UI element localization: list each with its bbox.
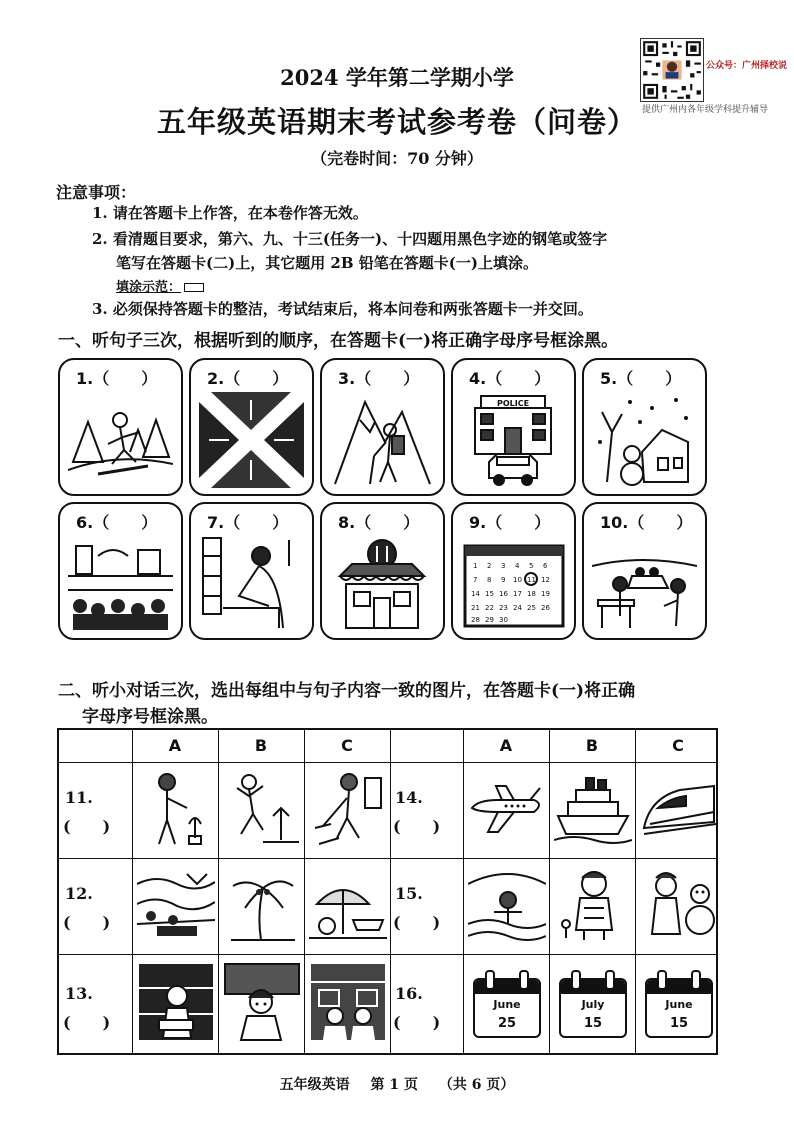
section-2-title: 二、听小对话三次，选出每组中与句子内容一致的图片，在答题卡(一)将正确 bbox=[58, 681, 636, 701]
svg-text:5: 5 bbox=[529, 562, 534, 570]
col-header-b-right: B bbox=[585, 736, 599, 755]
answer-paren-15: ( ) bbox=[393, 913, 441, 932]
high-speed-train-icon bbox=[640, 768, 718, 848]
svg-text:1: 1 bbox=[473, 562, 478, 570]
question-15: 15. bbox=[395, 884, 423, 903]
svg-text:2: 2 bbox=[487, 562, 492, 570]
svg-text:29: 29 bbox=[485, 616, 494, 624]
snowman-house-icon bbox=[592, 392, 697, 488]
calendar-c-day: 15 bbox=[669, 1016, 689, 1031]
exam-duration: （完卷时间：70 分钟） bbox=[311, 149, 483, 168]
card-number: 8.（ ） bbox=[338, 513, 420, 532]
restaurant-icon bbox=[330, 536, 435, 632]
svg-text:15: 15 bbox=[485, 590, 494, 598]
svg-text:23: 23 bbox=[499, 604, 508, 612]
page-footer bbox=[0, 1074, 794, 1094]
col-header-a: A bbox=[168, 736, 182, 755]
col-header-a-right: A bbox=[499, 736, 513, 755]
answer-paren-12: ( ) bbox=[63, 913, 111, 932]
card-number: 5.（ ） bbox=[600, 369, 682, 388]
wall-calendar-icon bbox=[461, 536, 566, 632]
crossroads-icon bbox=[199, 392, 304, 488]
svg-text:4: 4 bbox=[515, 562, 520, 570]
picture-card-4 bbox=[451, 358, 576, 496]
calendar-ring-icon bbox=[519, 970, 529, 990]
svg-text:17: 17 bbox=[513, 590, 522, 598]
beach-umbrella-icon bbox=[309, 864, 387, 944]
fill-demo bbox=[116, 276, 204, 295]
exam-title: 五年级英语期末考试参考卷（问卷） bbox=[156, 105, 637, 139]
calendar-a bbox=[473, 970, 541, 1036]
calendar-ring-icon bbox=[485, 970, 495, 990]
notice-item-3: 3. 必须保持答题卡的整洁，考试结束后，将本问卷和两张答题卡一并交回。 bbox=[92, 300, 593, 318]
col-header-c-right: C bbox=[672, 736, 684, 755]
svg-text:8: 8 bbox=[487, 576, 492, 584]
girl-at-bookshelf-icon bbox=[137, 962, 215, 1042]
footer-page: 第 1 页 bbox=[370, 1077, 418, 1093]
calendar-ring-icon bbox=[605, 970, 615, 990]
calendar-a-month: June bbox=[493, 998, 521, 1011]
notice-item-2-cont: 笔写在答题卡(二)上，其它题用 2B 铅笔在答题卡(一)上填涂。 bbox=[116, 254, 538, 272]
svg-text:9: 9 bbox=[501, 576, 506, 584]
calendar-b-month: July bbox=[581, 998, 605, 1011]
question-11: 11. bbox=[65, 788, 93, 807]
kid-winter-coat-icon bbox=[554, 864, 632, 944]
calendar-ring-icon bbox=[657, 970, 667, 990]
question-16: 16. bbox=[395, 984, 423, 1003]
picture-card-2 bbox=[189, 358, 314, 496]
card-number: 2.（ ） bbox=[207, 369, 289, 388]
svg-text:25: 25 bbox=[527, 604, 536, 612]
col-header-b: B bbox=[254, 736, 268, 755]
answer-paren-13: ( ) bbox=[63, 1013, 111, 1032]
picture-card-7 bbox=[189, 502, 314, 640]
ship-icon bbox=[554, 768, 632, 848]
boy-sweeping-icon bbox=[309, 768, 387, 848]
svg-text:24: 24 bbox=[513, 604, 522, 612]
question-13: 13. bbox=[65, 984, 93, 1003]
calendar-b-day: 15 bbox=[583, 1016, 603, 1031]
palm-tree-icon bbox=[223, 864, 301, 944]
card-number: 9.（ ） bbox=[469, 513, 551, 532]
svg-text:21: 21 bbox=[471, 604, 480, 612]
picture-card-9 bbox=[451, 502, 576, 640]
footer-subject: 五年级英语 bbox=[279, 1077, 350, 1093]
calendar-c bbox=[645, 970, 713, 1036]
footer-total: （共 6 页） bbox=[438, 1077, 515, 1093]
svg-text:19: 19 bbox=[541, 590, 550, 598]
svg-text:11: 11 bbox=[527, 576, 536, 584]
svg-text:16: 16 bbox=[499, 590, 508, 598]
card-number: 4.（ ） bbox=[469, 369, 551, 388]
answer-paren-14: ( ) bbox=[393, 817, 441, 836]
question-12: 12. bbox=[65, 884, 93, 903]
picture-card-1 bbox=[58, 358, 183, 496]
picture-card-3 bbox=[320, 358, 445, 496]
fill-demo-box-icon bbox=[184, 283, 204, 292]
calendar-c-month: June bbox=[665, 998, 693, 1011]
card-number: 1.（ ） bbox=[76, 369, 158, 388]
card-number: 7.（ ） bbox=[207, 513, 289, 532]
farm-feeding-icon bbox=[592, 536, 697, 632]
svg-text:3: 3 bbox=[501, 562, 506, 570]
crowd-street-icon bbox=[68, 536, 173, 632]
qr-account-label: 公众号：广州择校说 bbox=[706, 61, 788, 71]
svg-text:6: 6 bbox=[543, 562, 548, 570]
picture-card-5 bbox=[582, 358, 707, 496]
answer-paren-16: ( ) bbox=[393, 1013, 441, 1032]
kid-in-flood-icon bbox=[468, 864, 546, 944]
svg-text:28: 28 bbox=[471, 616, 480, 624]
calendar-ring-icon bbox=[571, 970, 581, 990]
calendar-ring-icon bbox=[691, 970, 701, 990]
police-sign-text: POLICE bbox=[496, 399, 530, 408]
notice-heading: 注意事项： bbox=[56, 183, 137, 202]
kid-planting-tree-icon bbox=[223, 768, 301, 848]
fill-demo-label: 填涂示范： bbox=[116, 280, 182, 295]
picture-card-6 bbox=[58, 502, 183, 640]
girl-writing-icon bbox=[199, 536, 304, 632]
boy-watering-plant-icon bbox=[137, 768, 215, 848]
svg-text:7: 7 bbox=[473, 576, 478, 584]
airplane-icon bbox=[468, 768, 546, 848]
kid-with-snowman-icon bbox=[640, 864, 718, 944]
qr-caption: 提供广州内各年级学科提升辅导 bbox=[642, 105, 769, 115]
calendar-a-day: 25 bbox=[497, 1016, 517, 1031]
skier-icon bbox=[68, 392, 173, 488]
question-14: 14. bbox=[395, 788, 423, 807]
svg-text:10: 10 bbox=[513, 576, 522, 584]
notice-item-1: 1. 请在答题卡上作答，在本卷作答无效。 bbox=[92, 204, 368, 222]
section-2-title-cont: 字母序号框涂黑。 bbox=[82, 707, 218, 727]
svg-text:22: 22 bbox=[485, 604, 494, 612]
card-number: 3.（ ） bbox=[338, 369, 420, 388]
exam-term: 2024 学年第二学期小学 bbox=[280, 65, 514, 90]
police-station-icon bbox=[461, 392, 566, 488]
girl-in-shop-icon bbox=[223, 962, 301, 1042]
svg-text:14: 14 bbox=[471, 590, 480, 598]
section-1-title: 一、听句子三次，根据听到的顺序，在答题卡(一)将正确字母序号框涂黑。 bbox=[58, 331, 619, 351]
svg-text:30: 30 bbox=[499, 616, 508, 624]
card-number: 6.（ ） bbox=[76, 513, 158, 532]
svg-text:12: 12 bbox=[541, 576, 550, 584]
seaside-scene-icon bbox=[137, 864, 215, 944]
notice-item-2: 2. 看清题目要求，第六、九、十三(任务一)、十四题用黑色字迹的钢笔或签字 bbox=[92, 230, 608, 248]
picture-card-8 bbox=[320, 502, 445, 640]
svg-text:26: 26 bbox=[541, 604, 550, 612]
answer-paren-11: ( ) bbox=[63, 817, 111, 836]
picture-card-10 bbox=[582, 502, 707, 640]
card-number: 10.（ ） bbox=[600, 513, 693, 532]
question-grid bbox=[57, 728, 718, 1055]
hiker-mountain-icon bbox=[330, 392, 435, 488]
people-at-market-icon bbox=[309, 962, 387, 1042]
col-header-c: C bbox=[341, 736, 353, 755]
svg-text:18: 18 bbox=[527, 590, 536, 598]
calendar-b bbox=[559, 970, 627, 1036]
